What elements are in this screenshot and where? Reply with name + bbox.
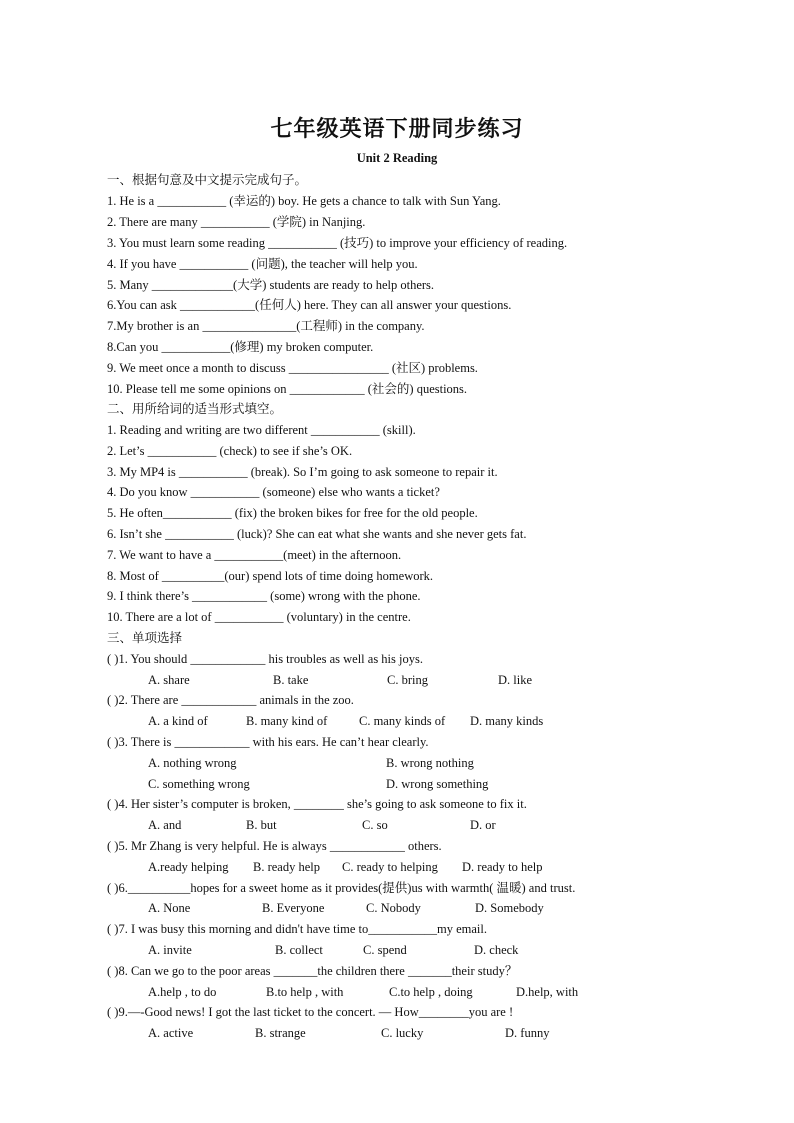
option-a: A. active [148, 1026, 194, 1040]
section2-item: 7. We want to have a ___________(meet) in the afternoon. [107, 548, 402, 562]
option-c: C. bring [387, 673, 428, 687]
question-stem: ( )6.__________hopes for a sweet home as it provides(提供)us with warmth( 温暖) and trust. [107, 881, 576, 895]
option-c: C. spend [363, 943, 407, 957]
section3-heading: 三、单项选择 [107, 630, 183, 645]
section2-item: 8. Most of __________(our) spend lots of time doing homework. [107, 569, 434, 583]
option-c: C. lucky [381, 1026, 424, 1040]
option-a: A.help , to do [148, 985, 217, 999]
option-b: B. wrong nothing [386, 756, 474, 770]
option-d: D. funny [505, 1026, 550, 1040]
option-b: B. Everyone [262, 901, 325, 915]
section2-item: 6. Isn’t she ___________ (luck)? She can eat what she wants and she never gets fat. [107, 527, 527, 541]
option-b: B. collect [275, 943, 323, 957]
question-stem: ( )5. Mr Zhang is very helpful. He is always ____________ others. [107, 839, 442, 853]
question-stem: ( )4. Her sister’s computer is broken, ________ she’s going to ask someone to fix it. [107, 797, 527, 811]
section1-item: 3. You must learn some reading ___________ (技巧) to improve your efficiency of reading. [107, 236, 568, 250]
option-b: B. strange [255, 1026, 306, 1040]
option-b: B. many kind of [246, 714, 328, 728]
section1-item: 10. Please tell me some opinions on ____________ (社会的) questions. [107, 382, 468, 396]
section1-heading: 一、根据句意及中文提示完成句子。 [107, 172, 308, 187]
option-c: C. so [362, 818, 388, 832]
option-d: D. ready to help [462, 860, 543, 874]
section2-item: 9. I think there’s ____________ (some) wrong with the phone. [107, 589, 421, 603]
section2-item: 10. There are a lot of ___________ (voluntary) in the centre. [107, 610, 411, 624]
section1-item: 1. He is a ___________ (幸运的) boy. He gets a chance to talk with Sun Yang. [107, 194, 501, 208]
section1-item: 9. We meet once a month to discuss ________________ (社区) problems. [107, 361, 478, 375]
section2-item: 3. My MP4 is ___________ (break). So I’m going to ask someone to repair it. [107, 465, 498, 479]
page-title: 七年级英语下册同步练习 [270, 116, 524, 142]
option-b: B. but [246, 818, 277, 832]
page-subtitle: Unit 2 Reading [356, 151, 438, 165]
question-stem: ( )9.—-Good news! I got the last ticket to the concert. — How________you are ! [107, 1005, 514, 1019]
section2-item: 4. Do you know ___________ (someone) else who wants a ticket? [107, 485, 440, 499]
section1-item: 5. Many _____________(大学) students are ready to help others. [107, 278, 435, 292]
option-a: A. nothing wrong [148, 756, 237, 770]
option-a: A. a kind of [148, 714, 208, 728]
option-d: D. many kinds [470, 714, 544, 728]
question-stem: ( )2. There are ____________ animals in the zoo. [107, 693, 354, 707]
option-c: C.to help , doing [389, 985, 473, 999]
option-c: C. Nobody [366, 901, 421, 915]
option-d: D. Somebody [475, 901, 544, 915]
option-b: B. ready help [253, 860, 320, 874]
section1-item: 4. If you have ___________ (问题), the teacher will help you. [107, 257, 418, 271]
option-a: A. share [148, 673, 190, 687]
section1-item: 7.My brother is an _______________(工程师) in the company. [107, 319, 425, 333]
section2-item: 5. He often___________ (fix) the broken bikes for free for the old people. [107, 506, 478, 520]
option-d: D. check [474, 943, 519, 957]
option-d: D. like [498, 673, 533, 687]
option-d: D. wrong something [386, 777, 489, 791]
question-stem: ( )8. Can we go to the poor areas _______the children there _______their study？ [107, 964, 518, 978]
option-d: D. or [470, 818, 496, 832]
option-c: C. something wrong [148, 777, 250, 791]
section2-item: 2. Let’s ___________ (check) to see if she’s OK. [107, 444, 353, 458]
section1-item: 8.Can you ___________(修理) my broken computer. [107, 340, 374, 354]
question-stem: ( )3. There is ____________ with his ears. He can’t hear clearly. [107, 735, 429, 749]
option-b: B. take [273, 673, 309, 687]
question-stem: ( )1. You should ____________ his troubles as well as his joys. [107, 652, 423, 666]
option-c: C. many kinds of [359, 714, 446, 728]
option-a: A. and [148, 818, 182, 832]
section2-heading: 二、用所给词的适当形式填空。 [107, 401, 283, 416]
option-b: B.to help , with [266, 985, 344, 999]
option-a: A. None [148, 901, 191, 915]
question-stem: ( )7. I was busy this morning and didn't have time to___________my email. [107, 922, 487, 936]
section1-item: 2. There are many ___________ (学院) in Nanjing. [107, 215, 366, 229]
option-c: C. ready to helping [342, 860, 438, 874]
section2-item: 1. Reading and writing are two different ___________ (skill). [107, 423, 416, 437]
option-a: A. invite [148, 943, 192, 957]
option-a: A.ready helping [148, 860, 229, 874]
option-d: D.help, with [516, 985, 579, 999]
section1-item: 6.You can ask ____________(任何人) here. They can all answer your questions. [107, 298, 512, 312]
